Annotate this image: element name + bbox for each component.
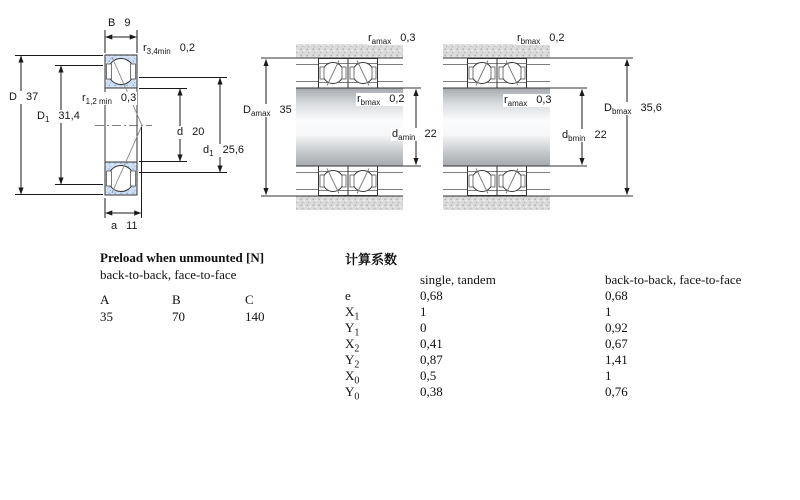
factor-y2-single: 0,87: [420, 352, 443, 367]
preload-col-a-header: A: [100, 292, 110, 307]
bearing-a-bottom-right: [348, 166, 378, 196]
preload-col-c-header: C: [245, 292, 254, 307]
dim-label-d: d 20: [177, 126, 205, 138]
dim-label-ramax-a: $r_{amax}$ 0,3: [368, 32, 416, 47]
bearing-a-bottom-left: [319, 166, 349, 196]
dim-label-Damax: $D_{amax}$ 35: [243, 104, 292, 119]
dim-label-r34: $r_{3,4min}$ 0,2: [143, 42, 195, 57]
dim-label-r12: $r_{1,2 min}$ 0,3: [82, 92, 137, 107]
preload-table-subtitle: back-to-back, face-to-face: [100, 267, 237, 282]
preload-table-title: Preload when unmounted [N]: [100, 250, 265, 265]
bearing-b-bottom-left: [468, 166, 498, 196]
factor-y2-btb: 1,41: [605, 352, 628, 367]
dim-label-B: B 9: [108, 17, 131, 29]
factor-y0-single: 0,38: [420, 384, 443, 399]
cage-top-left: [107, 64, 112, 79]
dim-label-rbmax-a: $r_{bmax}$ 0,2: [357, 93, 405, 108]
arrangement-a-drawing: [261, 44, 421, 210]
dim-label-D1: $D_1$ 31,4: [37, 110, 80, 125]
factor-row-y0: $Y_0$ 0,38 0,76: [345, 384, 628, 403]
dim-label-damin: $d_{amin}$ 22: [392, 128, 437, 143]
cage-bottom-left: [107, 171, 112, 186]
factors-col1-header: single, tandem: [420, 272, 496, 287]
dim-label-dbmin: $d_{bmin}$ 22: [562, 129, 607, 144]
factor-y0-btb: 0,76: [605, 384, 628, 399]
factors-rows: [345, 288, 745, 403]
dim-label-ramax-b: $r_{amax}$ 0,3: [504, 94, 552, 109]
factor-x2-btb: 0,67: [605, 336, 628, 351]
factor-y1-btb: 0,92: [605, 320, 628, 335]
bearing-a-top-right: [348, 59, 378, 89]
cage-bottom-right: [131, 171, 136, 186]
factor-x0-btb: 1: [605, 368, 612, 383]
factor-e-btb: 0,68: [605, 288, 628, 303]
factor-row-x1: $X_1$ 1 1: [345, 304, 612, 323]
bearing-b-top-right: [497, 59, 527, 89]
factor-row-x0: $X_0$ 0,5 1: [345, 368, 612, 387]
bearing-b-bottom-right: [497, 166, 527, 196]
dim-label-D: D 37: [9, 91, 39, 103]
preload-value-b: 70: [172, 309, 185, 324]
dim-label-d1: $d_1$ 25,6: [203, 144, 244, 159]
preload-value-c: 140: [245, 309, 265, 324]
dim-label-Dbmax: $D_{bmax}$ 35,6: [604, 102, 662, 117]
factor-row-e: e 0,68 0,68: [345, 288, 628, 303]
factor-row-x2: $X_2$ 0,41 0,67: [345, 336, 628, 355]
factor-row-y2: $Y_2$ 0,87 1,41: [345, 352, 628, 371]
preload-col-b-header: B: [172, 292, 181, 307]
factor-x2-single: 0,41: [420, 336, 443, 351]
preload-table-value-row: [100, 309, 330, 325]
factor-x0-single: 0,5: [420, 368, 437, 383]
preload-value-a: 35: [100, 309, 113, 324]
cage-top-right: [131, 64, 136, 79]
bearing-b-top-left: [468, 59, 498, 89]
factor-row-y1: $Y_1$ 0 0,92: [345, 320, 628, 339]
factor-e-single: 0,68: [420, 288, 443, 303]
dim-label-a: a 11: [111, 220, 138, 232]
factors-col2-header: back-to-back, face-to-face: [605, 272, 742, 287]
arrangement-b-drawing: [443, 44, 633, 210]
dim-label-rbmax-b: $r_{bmax}$ 0,2: [517, 32, 565, 47]
bearing-a-top-left: [319, 59, 349, 89]
single-bearing-cross-section: [95, 55, 152, 195]
preload-table-header-row: [100, 292, 330, 308]
factors-table-title: 计算系数: [345, 252, 398, 267]
factor-y1-single: 0: [420, 320, 427, 335]
factor-x1-btb: 1: [605, 304, 612, 319]
factor-x1-single: 1: [420, 304, 427, 319]
